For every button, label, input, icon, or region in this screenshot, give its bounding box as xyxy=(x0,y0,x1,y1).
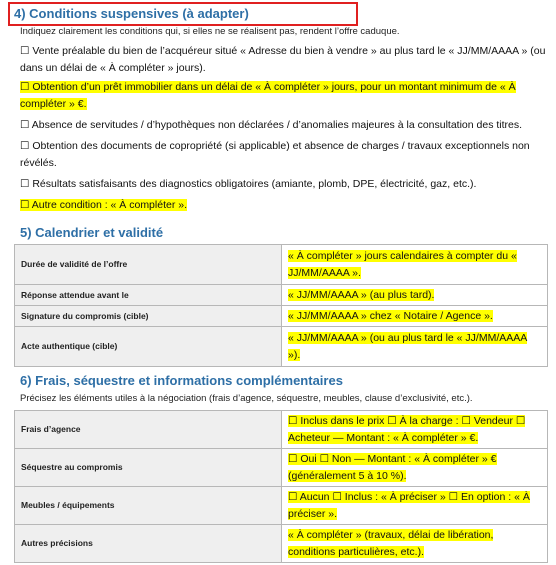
calendar-table xyxy=(14,244,548,367)
row-value: « À compléter » (travaux, délai de libération, conditions particulières, etc.). xyxy=(282,525,548,563)
table-row xyxy=(15,487,548,525)
table-row xyxy=(15,245,548,285)
row-value: ☐ Aucun ☐ Inclus : « À préciser » ☐ En option : « À préciser ». xyxy=(282,487,548,525)
row-value: ☐ Inclus dans le prix ☐ À la charge : ☐ Vendeur ☐ Acheteur — Montant : « À compléter » €. xyxy=(282,411,548,449)
table-row xyxy=(15,411,548,449)
condition-item: ☐ Obtention d’un prêt immobilier dans un délai de « À compléter » jours, pour un montant minimum de « À compléter » €. xyxy=(20,81,516,110)
condition-item: ☐ Vente préalable du bien de l’acquéreur situé « Adresse du bien à vendre » au plus tard le « JJ/MM/AAAA » (ou dans un délai de « À compléter » jours). xyxy=(20,45,546,74)
table-row xyxy=(15,306,548,327)
fees-table xyxy=(14,410,548,563)
table-row xyxy=(15,449,548,487)
condition-item: ☐ Absence de servitudes / d’hypothèques non déclarées / d’anomalies majeures à la consultation des titres. xyxy=(20,119,523,131)
condition-item: ☐ Obtention des documents de copropriété (si applicable) et absence de charges / travaux exceptionnels non révélés. xyxy=(20,140,530,169)
section4-intro: Indiquez clairement les conditions qui, si elles ne se réalisent pas, rendent l’offre caduque. xyxy=(20,26,400,37)
row-label: Séquestre au compromis xyxy=(15,449,282,487)
row-value: « À compléter » jours calendaires à compter du « JJ/MM/AAAA ». xyxy=(282,245,548,285)
row-value: « JJ/MM/AAAA » (ou au plus tard le « JJ/MM/AAAA »). xyxy=(282,327,548,367)
row-label: Durée de validité de l’offre xyxy=(15,245,282,285)
row-label: Autres précisions xyxy=(15,525,282,563)
row-label: Acte authentique (cible) xyxy=(15,327,282,367)
table-row xyxy=(15,327,548,367)
row-label: Signature du compromis (cible) xyxy=(15,306,282,327)
row-label: Réponse attendue avant le xyxy=(15,285,282,306)
section6-title: 6) Frais, séquestre et informations complémentaires xyxy=(20,373,343,388)
row-value: « JJ/MM/AAAA » chez « Notaire / Agence ». xyxy=(282,306,548,327)
section6-intro: Précisez les éléments utiles à la négociation (frais d’agence, séquestre, meubles, clause d’exclusivité, etc.). xyxy=(20,393,473,404)
table-row xyxy=(15,285,548,306)
row-label: Meubles / équipements xyxy=(15,487,282,525)
section5-title: 5) Calendrier et validité xyxy=(20,225,164,240)
condition-item: ☐ Autre condition : « À compléter ». xyxy=(20,199,188,211)
row-value: ☐ Oui ☐ Non — Montant : « À compléter » € (généralement 5 à 10 %). xyxy=(282,449,548,487)
table-row xyxy=(15,525,548,563)
condition-item: ☐ Résultats satisfaisants des diagnostics obligatoires (amiante, plomb, DPE, électricité, gaz, etc.). xyxy=(20,178,477,190)
row-value: « JJ/MM/AAAA » (au plus tard). xyxy=(282,285,548,306)
section4-title: 4) Conditions suspensives (à adapter) xyxy=(14,6,249,21)
row-label: Frais d’agence xyxy=(15,411,282,449)
